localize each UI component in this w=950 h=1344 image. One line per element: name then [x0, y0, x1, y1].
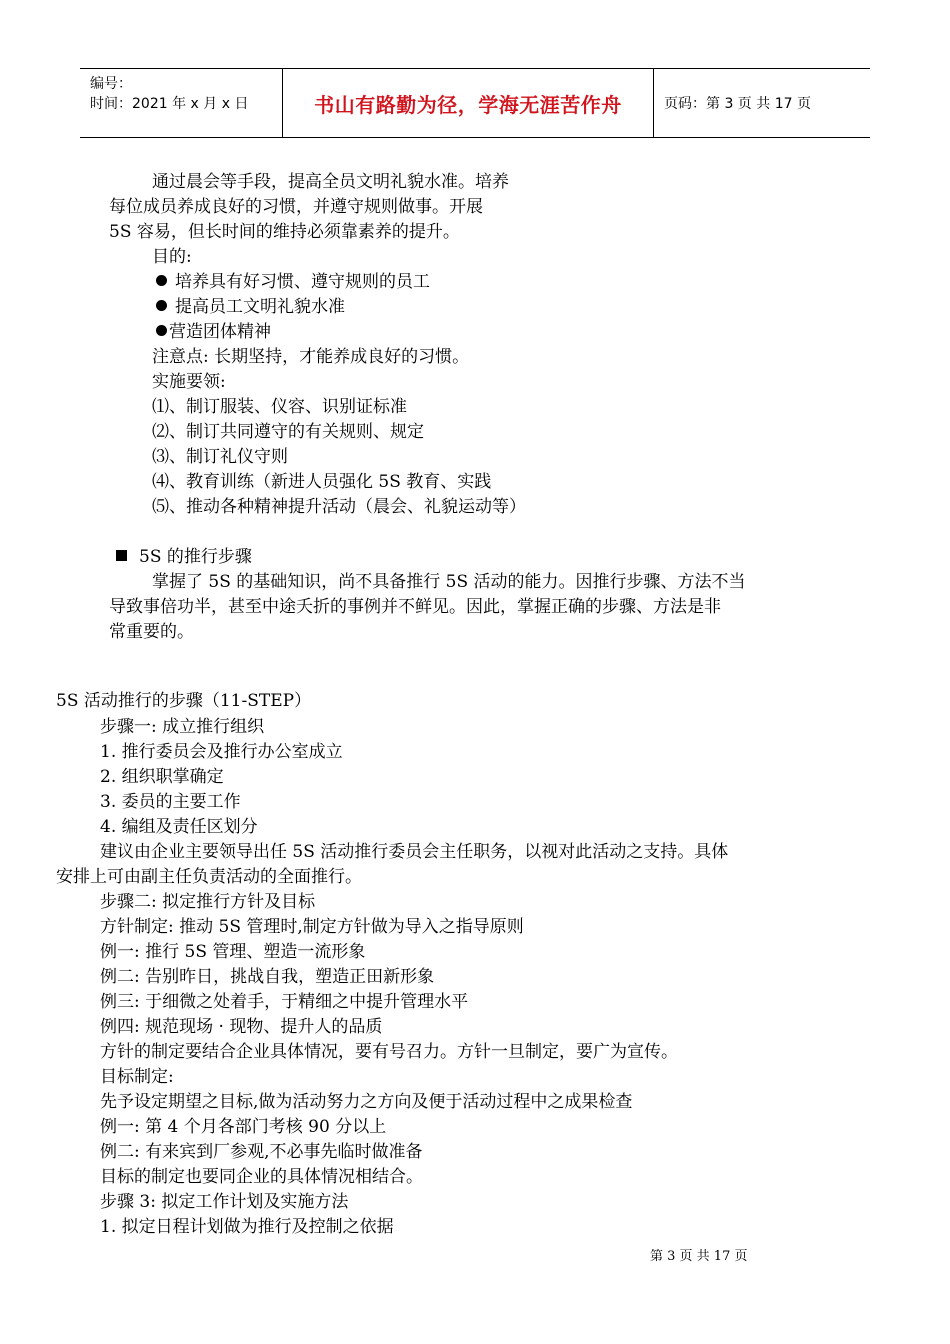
steps-title: 5S 活动推行的步骤（11-STEP） — [56, 691, 312, 711]
header-page-code: 页码：第 3 页 共 17 页 — [664, 96, 811, 112]
note-line: 注意点: 长期坚持，才能养成良好的习惯。 — [152, 347, 470, 367]
list-item: 1. 拟定日程计划做为推行及控制之依据 — [100, 1217, 394, 1237]
list-item: ⑸、推动各种精神提升活动（晨会、礼貌运动等） — [152, 497, 526, 517]
doc-number-label: 编号： — [90, 76, 132, 92]
page-footer: 第 3 页 共 17 页 — [650, 1249, 748, 1264]
list-item: 例二: 有来宾到厂参观,不必事先临时做准备 — [100, 1142, 423, 1162]
paragraph-line: 方针制定: 推动 5S 管理时,制定方针做为导入之指导原则 — [100, 917, 524, 937]
list-item: 例一: 第 4 个月各部门考核 90 分以上 — [100, 1117, 387, 1137]
purpose-label: 目的: — [152, 247, 192, 267]
header-page-cell — [654, 69, 870, 137]
bullet-icon — [156, 300, 167, 311]
list-item: 例二: 告别昨日，挑战自我，塑造正田新形象 — [100, 967, 435, 987]
list-item: 3. 委员的主要工作 — [100, 792, 241, 812]
square-bullet-icon — [116, 550, 127, 561]
list-item: 例四: 规范现场 · 现物、提升人的品质 — [100, 1017, 383, 1037]
section-heading — [116, 546, 252, 568]
bullet-icon — [156, 275, 167, 286]
list-item-text: 营造团体精神 — [169, 322, 271, 342]
step-heading: 步骤二: 拟定推行方针及目标 — [100, 892, 316, 912]
list-item: 2. 组织职掌确定 — [100, 767, 224, 787]
step-heading: 步骤一: 成立推行组织 — [100, 717, 265, 737]
list-item: ⑶、制订礼仪守则 — [152, 447, 288, 467]
paragraph-line: 5S 容易，但长时间的维持必须靠素养的提升。 — [109, 222, 460, 242]
list-item-text: 提高员工文明礼貌水准 — [175, 297, 345, 317]
list-item — [156, 321, 271, 343]
header-motto: 书山有路勤为径，学海无涯苦作舟 — [314, 92, 622, 117]
doc-date: 时间：2021 年 x 月 x 日 — [90, 96, 249, 112]
list-item: ⑵、制订共同遵守的有关规则、规定 — [152, 422, 424, 442]
paragraph-line: 通过晨会等手段，提高全员文明礼貌水准。培养 — [152, 172, 509, 192]
list-item: ⑷、教育训练（新进人员强化 5S 教育、实践 — [152, 472, 492, 492]
paragraph-line: 先予设定期望之目标,做为活动努力之方向及便于活动过程中之成果检查 — [100, 1092, 633, 1112]
header-meta-cell — [80, 69, 283, 137]
list-item: 4. 编组及责任区划分 — [100, 817, 258, 837]
paragraph-line: 每位成员养成良好的习惯，并遵守规则做事。开展 — [109, 197, 483, 217]
bullet-icon — [156, 325, 167, 336]
list-item: 例三: 于细微之处着手，于精细之中提升管理水平 — [100, 992, 469, 1012]
implementation-label: 实施要领: — [152, 372, 226, 392]
document-header — [80, 68, 870, 138]
list-item — [156, 296, 345, 318]
paragraph-line: 方针的制定要结合企业具体情况，要有号召力。方针一旦制定，要广为宣传。 — [100, 1042, 678, 1062]
paragraph-line: 导致事倍功半，甚至中途夭折的事例并不鲜见。因此，掌握正确的步骤、方法是非 — [109, 597, 721, 617]
header-motto-cell — [283, 69, 654, 137]
step-heading: 步骤 3: 拟定工作计划及实施方法 — [100, 1192, 349, 1212]
paragraph-line: 目标的制定也要同企业的具体情况相结合。 — [100, 1167, 423, 1187]
paragraph-line: 安排上可由副主任负责活动的全面推行。 — [56, 867, 362, 887]
paragraph-line: 常重要的。 — [109, 622, 194, 642]
list-item: 例一: 推行 5S 管理、塑造一流形象 — [100, 942, 366, 962]
list-item — [156, 271, 430, 293]
list-item-text: 培养具有好习惯、遵守规则的员工 — [175, 272, 430, 292]
list-item: 1. 推行委员会及推行办公室成立 — [100, 742, 343, 762]
section-heading-text: 5S 的推行步骤 — [139, 547, 252, 567]
list-item: ⑴、制订服装、仪容、识别证标准 — [152, 397, 407, 417]
paragraph-line: 目标制定: — [100, 1067, 174, 1087]
paragraph-line: 建议由企业主要领导出任 5S 活动推行委员会主任职务，以视对此活动之支持。具体 — [100, 842, 729, 862]
paragraph-line: 掌握了 5S 的基础知识，尚不具备推行 5S 活动的能力。因推行步骤、方法不当 — [152, 572, 746, 592]
